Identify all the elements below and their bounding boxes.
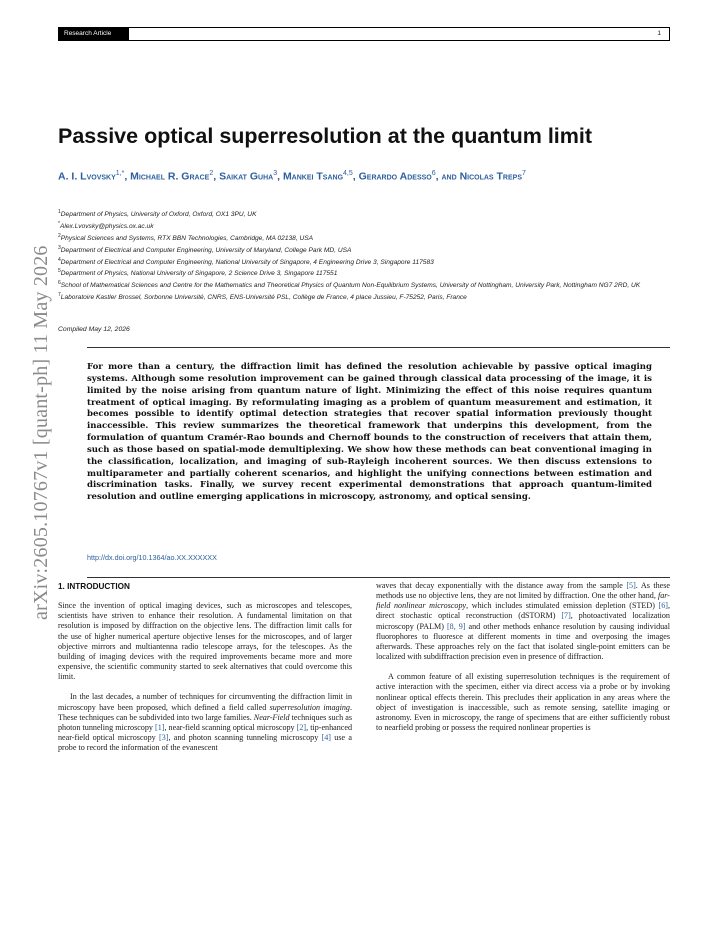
citation-link[interactable]: [1] [155,722,165,732]
author-affil-mark: 2 [209,170,214,177]
affiliation-mark: 2 [58,232,61,239]
affiliation-list [58,208,678,303]
author-name: Gerardo Adesso [358,170,432,183]
affiliation-text: Laboratoire Kastler Brossel, Sorbonne Université, CNRS, ENS-Université PSL, Collège de France, 4 place Jussieu, F-75252, Paris, France [60,294,467,302]
author-joiner: and [441,170,457,183]
author-affil-mark: 3 [273,170,278,177]
affiliation-mark: 4 [58,256,61,263]
author-name: Nicolas Treps [459,170,522,183]
citation-link[interactable]: [3] [159,733,169,743]
affiliation-mark: 7 [58,292,61,299]
citation-link[interactable]: [2] [296,722,307,732]
affiliation [58,232,678,244]
emphasis: superresolution imaging [269,702,350,712]
compiled-date: Compiled May 12, 2026 [58,326,130,333]
column-left [58,582,352,753]
affiliation-text: Physical Sciences and Systems, RTX BBN Technologies, Cambridge, MA 02138, USA [60,234,314,242]
emphasis: Near-Field [253,712,290,722]
affiliation-mark: 3 [58,244,61,251]
doi-link[interactable]: http://dx.doi.org/10.1364/ao.XX.XXXXXX [87,553,217,562]
author-name: Michael R. Grace [130,170,210,183]
affiliation-text: School of Mathematical Sciences and Centre for the Mathematics and Theoretical Physics of Quantum Non-Equilibrium Systems, University of Nottingham, University Park, Nottingham NG7 2RD, UK [60,282,641,290]
author-affil-mark: 7 [522,170,526,177]
affiliation-text: Department of Physics, University of Oxford, Oxford, OX1 3PU, UK [60,211,257,219]
affiliation [58,256,678,268]
affiliation-mark: 6 [58,280,61,287]
citation-link[interactable]: [7] [561,611,571,621]
citation-link[interactable]: [4] [321,733,331,743]
affiliation-mark: 1 [58,209,61,215]
running-header [58,27,670,41]
affiliation-text: Department of Electrical and Computer Engineering, University of Maryland, College Park MD, USA [60,246,352,254]
author-name: Saikat Guha [219,170,274,183]
abstract-rule-bottom [87,577,670,578]
author-affil-mark: 1,* [115,170,125,177]
article-type-label: Research Article [59,28,129,40]
emphasis: far-field nonlinear microscopy [376,591,670,611]
citation-link[interactable]: [5] [626,581,636,590]
affiliation-mark: * [58,220,60,227]
affiliation-mark: 5 [58,268,61,275]
paragraph: In the last decades, a number of techniques for circumventing the diffraction limit in microscopy have been proposed, which defined a field called superresolution imaging. These techniques can be subdivided into two large families. Near-Field techniques such as photon tunneling microscopy [1], near-field scanning optical microscopy [2], tip-enhanced near-field optical microscopy [3], and photon scanning tunneling microscopy [4] use a probe to record the information of the evanescent [58,692,353,753]
paragraph: A common feature of all existing superresolution techniques is the requirement of active interaction with the specimen, either via direct access via a probe or by invoking nonlinear optical effects therein. This precludes their application in any areas where the object of investigation is inaccessible, such as remote sensing, satellite imaging or astronomy. Even in microscopy, the range of specimens that are either sufficiently robust to nearfield probing or possess the required nonlinear properties is [376,672,670,733]
abstract-rule-top [87,347,670,348]
paragraph: waves that decay exponentially with the distance away from the sample [5]. As these methods use no objective lens, they are not limited by diffraction. One the other hand, far-field nonlinear microscopy, which includes stimulated emission depletion (STED) [6], direct stochastic optical reconstruction (dSTORM) [7], photoactivated localization microscopy (PALM) [8, 9] and other methods enhance resolution by causing individual fluorophores to fluoresce at different moments in time and overposing the images afterwards. These approaches rely on the fact that isolated single-point emitters can be localized with subdiffraction precision even in presence of diffraction. [376,581,671,662]
citation-link[interactable]: [6] [658,601,668,611]
arxiv-stamp: arXiv:2605.10767v1 [quant-ph] 11 May 2026 [30,245,52,620]
affiliation [58,208,678,220]
paper-title: Passive optical superresolution at the quantum limit [58,124,593,148]
affiliation [58,244,678,256]
abstract: For more than a century, the diffraction limit has defined the resolution achievable by passive optical imaging systems. Although some resolution improvement can be gained through classical data processing of the image, it is limited by the noise arising from quantum nature of light. Minimizing the effect of this noise requires quantum treatment of optical imaging. By reformulating imaging as a problem of quantum measurement and estimation, it becomes possible to identify optimal detection strategies that recover spatial information previously thought inaccessible. This review summarizes the theoretical framework that underpins this development, from the formulation of quantum Cramér-Rao bounds and Chernoff bounds to the construction of receivers that attain them, such as those based on spatial-mode demultiplexing. We show how these methods can beat conventional imaging in the classification, localization, and imaging of sub-Rayleigh incoherent sources. We then discuss extensions to multiparameter and partially coherent scenarios, and highlight the unifying connections between estimation and discrimination tasks. Finally, we survey recent experimental demonstrations that approach quantum-limited resolution and outline emerging applications in microscopy, astronomy, and optical sensing. [87,362,652,503]
affiliation [58,267,678,279]
column-right [376,581,670,733]
section-heading: 1. INTRODUCTION [58,582,130,591]
page-number: 1 [657,30,661,37]
corresponding-email[interactable]: Alex.Lvovsky@physics.ox.ac.uk [59,223,154,231]
author-name: Mankei Tsang [282,170,344,183]
citation-link[interactable]: [8, 9] [446,621,466,631]
affiliation-text: Department of Electrical and Computer Engineering, National University of Singapore, 4 Engineering Drive 3, Singapore 117583 [60,258,434,266]
author-list: A. I. Lvovsky$^{1,*}$, Michael R. Grace$^2$, Saikat Guha$^3$, Mankei Tsang$^{4,5}$, Gerardo Adesso$^6$, and Nicolas Treps$^7$ [58,170,526,183]
affiliation [58,220,678,232]
affiliation [58,279,678,291]
affiliation-text: Department of Physics, National University of Singapore, 2 Science Drive 3, Singapore 117551 [60,270,338,278]
author-affil-mark: 4,5 [343,170,353,177]
paragraph: Since the invention of optical imaging devices, such as microscopes and telescopes, scientists have striven to enhance their resolution. A fundamental limitation on that resolution is imposed by diffraction on the objective lens. The diffraction limit calls for the use of higher numerical aperture objective lenses for the microscopes, and of larger objective mirrors and multiantenna radio telescope arrays, for the telescopes. As the building of imaging devices with the required improvements became more and more expensive, the scientific community started to seek alternatives that could overcome this limit. [58,601,352,682]
affiliation [58,291,678,303]
author-name: A. I. Lvovsky [58,170,116,183]
author-affil-mark: 6 [431,170,436,177]
